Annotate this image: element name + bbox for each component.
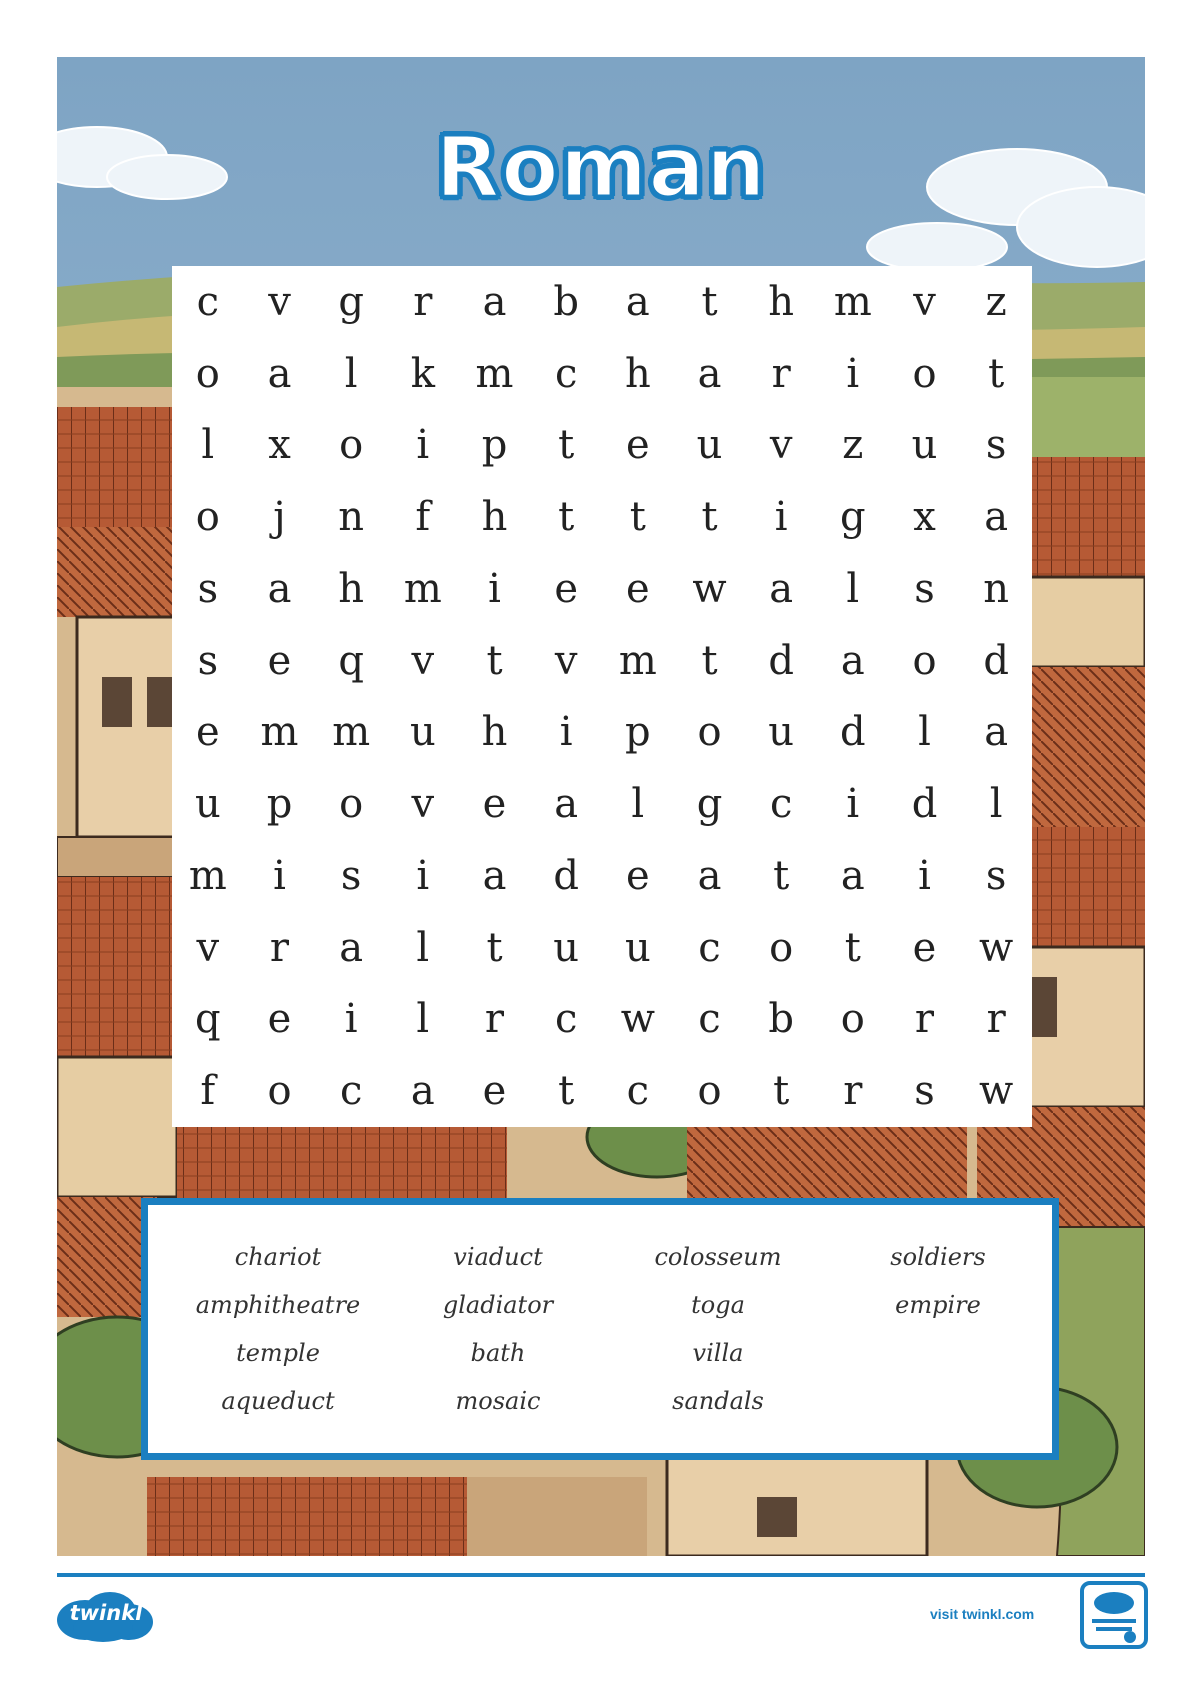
- word-list-item: colosseum: [654, 1243, 782, 1271]
- logo-text: twinkl: [69, 1601, 143, 1625]
- grid-cell[interactable]: v: [769, 422, 793, 469]
- grid-cell[interactable]: r: [914, 996, 935, 1043]
- grid-cell[interactable]: s: [340, 852, 362, 899]
- grid-cell[interactable]: c: [769, 781, 793, 828]
- grid-cell[interactable]: t: [773, 1068, 790, 1115]
- word-list-item: temple: [236, 1339, 320, 1367]
- word-list-item: aqueduct: [221, 1387, 335, 1415]
- word-list-item: mosaic: [455, 1387, 541, 1415]
- grid-cell[interactable]: o: [769, 924, 794, 971]
- grid-cell[interactable]: o: [912, 350, 937, 397]
- word-list-box: [141, 1198, 1059, 1460]
- grid-cell[interactable]: a: [482, 852, 507, 899]
- grid-cell[interactable]: c: [554, 350, 578, 397]
- grid-cell[interactable]: p: [481, 422, 508, 469]
- grid-cell[interactable]: s: [197, 565, 219, 612]
- grid-cell[interactable]: r: [269, 924, 290, 971]
- grid-cell[interactable]: a: [697, 852, 722, 899]
- grid-cell[interactable]: v: [554, 637, 578, 684]
- grid-cell[interactable]: r: [484, 996, 505, 1043]
- grid-cell[interactable]: h: [481, 494, 508, 541]
- grid-cell[interactable]: p: [266, 781, 293, 828]
- grid-cell[interactable]: m: [188, 852, 227, 899]
- grid-cell[interactable]: o: [267, 1068, 292, 1115]
- grid-cell[interactable]: m: [618, 637, 657, 684]
- grid-cell[interactable]: v: [411, 781, 435, 828]
- grid-cell[interactable]: a: [984, 709, 1009, 756]
- grid-cell[interactable]: w: [620, 996, 655, 1043]
- word-list-item: gladiator: [442, 1291, 554, 1319]
- word-list-item: chariot: [234, 1243, 322, 1271]
- grid-cell[interactable]: i: [774, 494, 788, 541]
- grid-cell[interactable]: u: [553, 924, 580, 971]
- grid-cell[interactable]: l: [416, 996, 430, 1043]
- grid-cell[interactable]: p: [625, 709, 651, 756]
- grid-cell[interactable]: t: [486, 637, 503, 684]
- grid-cell[interactable]: i: [273, 852, 286, 899]
- grid-cell[interactable]: u: [409, 709, 436, 756]
- grid-cell[interactable]: i: [559, 709, 573, 756]
- grid-cell[interactable]: v: [411, 637, 435, 684]
- grid-cell[interactable]: t: [558, 494, 575, 541]
- grid-cell[interactable]: u: [194, 781, 221, 828]
- grid-cell[interactable]: n: [983, 565, 1010, 612]
- grid-cell[interactable]: i: [416, 422, 430, 469]
- grid-cell[interactable]: i: [846, 350, 860, 397]
- word-list-item: viaduct: [453, 1243, 543, 1271]
- grid-cell[interactable]: a: [840, 637, 865, 684]
- grid-cell[interactable]: o: [339, 422, 364, 469]
- letter-grid: [172, 266, 1032, 1127]
- grid-cell[interactable]: e: [912, 924, 937, 971]
- grid-cell[interactable]: h: [768, 278, 795, 325]
- grid-cell[interactable]: m: [475, 350, 514, 397]
- grid-cell[interactable]: i: [918, 852, 931, 899]
- grid-cell[interactable]: o: [840, 996, 865, 1043]
- grid-cell[interactable]: o: [339, 781, 364, 828]
- grid-cell[interactable]: l: [344, 350, 358, 397]
- word-list-item: [828, 1385, 1048, 1417]
- grid-cell[interactable]: i: [488, 565, 501, 612]
- grid-cell[interactable]: i: [344, 996, 358, 1043]
- grid-cell[interactable]: e: [625, 565, 650, 612]
- grid-cell[interactable]: w: [692, 565, 727, 612]
- grid-cell[interactable]: f: [200, 1068, 216, 1115]
- grid-cell[interactable]: u: [911, 422, 938, 469]
- grid-cell[interactable]: x: [268, 422, 291, 469]
- grid-cell[interactable]: u: [696, 422, 723, 469]
- grid-cell[interactable]: d: [840, 709, 866, 756]
- grid-cell[interactable]: c: [626, 1068, 650, 1115]
- grid-cell[interactable]: v: [268, 278, 291, 325]
- grid-cell[interactable]: z: [985, 278, 1007, 325]
- grid-cell[interactable]: c: [698, 996, 721, 1043]
- grid-cell[interactable]: s: [197, 637, 219, 684]
- grid-cell[interactable]: e: [482, 1068, 507, 1115]
- grid-cell[interactable]: e: [195, 709, 220, 756]
- grid-cell[interactable]: v: [196, 924, 220, 971]
- grid-cell[interactable]: l: [416, 924, 430, 971]
- word-list-item: bath: [470, 1339, 526, 1367]
- word-search-panel: [172, 266, 1032, 1127]
- grid-cell[interactable]: g: [840, 494, 866, 541]
- grid-cell[interactable]: l: [201, 422, 215, 469]
- grid-cell[interactable]: l: [631, 781, 645, 828]
- grid-cell[interactable]: h: [624, 350, 651, 397]
- grid-cell[interactable]: a: [339, 924, 364, 971]
- grid-cell[interactable]: c: [339, 1068, 363, 1115]
- grid-cell[interactable]: t: [701, 637, 718, 684]
- grid-cell[interactable]: t: [988, 350, 1005, 397]
- grid-cell[interactable]: t: [558, 1068, 575, 1115]
- grid-cell[interactable]: q: [195, 996, 221, 1043]
- grid-cell[interactable]: b: [553, 278, 579, 325]
- word-list-item: [828, 1337, 1048, 1369]
- grid-cell[interactable]: d: [911, 781, 938, 828]
- grid-cell[interactable]: e: [267, 996, 292, 1043]
- word-list-item: toga: [691, 1291, 745, 1319]
- grid-cell[interactable]: a: [410, 1068, 435, 1115]
- grid-cell[interactable]: a: [482, 278, 507, 325]
- grid-cell[interactable]: a: [267, 565, 292, 612]
- grid-cell[interactable]: t: [701, 278, 718, 325]
- word-list-item: soldiers: [890, 1243, 986, 1271]
- grid-cell[interactable]: j: [273, 494, 286, 541]
- grid-cell[interactable]: o: [697, 709, 722, 756]
- grid-cell[interactable]: h: [481, 709, 508, 756]
- word-list-item: villa: [692, 1339, 744, 1367]
- grid-cell[interactable]: g: [338, 278, 364, 325]
- grid-cell[interactable]: v: [913, 278, 936, 325]
- grid-cell[interactable]: o: [912, 637, 937, 684]
- grid-cell[interactable]: m: [833, 278, 872, 325]
- grid-cell[interactable]: a: [769, 565, 794, 612]
- word-list-item: sandals: [672, 1387, 764, 1415]
- grid-cell[interactable]: e: [267, 637, 292, 684]
- grid-cell[interactable]: o: [195, 350, 220, 397]
- grid-cell[interactable]: x: [913, 494, 936, 541]
- grid-cell[interactable]: t: [844, 924, 861, 971]
- grid-cell[interactable]: e: [482, 781, 507, 828]
- grid-cell[interactable]: a: [697, 350, 722, 397]
- grid-cell[interactable]: r: [413, 278, 433, 325]
- grid-cell[interactable]: c: [196, 278, 220, 325]
- grid-cell[interactable]: d: [553, 852, 579, 899]
- grid-cell[interactable]: l: [989, 781, 1003, 828]
- grid-cell[interactable]: s: [914, 565, 935, 612]
- grid-cell[interactable]: l: [918, 709, 931, 756]
- footer-divider: [57, 1573, 1145, 1577]
- grid-cell[interactable]: e: [625, 852, 650, 899]
- grid-cell[interactable]: i: [846, 781, 860, 828]
- word-list-item: amphitheatre: [195, 1291, 361, 1319]
- grid-cell[interactable]: a: [984, 494, 1009, 541]
- grid-cell[interactable]: q: [338, 637, 364, 684]
- grid-cell[interactable]: c: [554, 996, 578, 1043]
- grid-cell[interactable]: e: [625, 422, 650, 469]
- grid-cell[interactable]: s: [985, 852, 1007, 899]
- grid-cell[interactable]: a: [625, 278, 650, 325]
- grid-cell[interactable]: r: [986, 996, 1006, 1043]
- grid-cell[interactable]: h: [338, 565, 365, 612]
- grid-cell[interactable]: r: [771, 350, 791, 397]
- grid-cell[interactable]: a: [840, 852, 865, 899]
- grid-cell[interactable]: w: [979, 1068, 1014, 1115]
- grid-cell[interactable]: a: [554, 781, 579, 828]
- grid-cell[interactable]: r: [843, 1068, 863, 1115]
- visit-link[interactable]: visit twinkl.com: [930, 1606, 1035, 1622]
- grid-cell[interactable]: n: [338, 494, 365, 541]
- grid-cell[interactable]: d: [983, 637, 1009, 684]
- grid-cell[interactable]: m: [403, 565, 442, 612]
- grid-cell[interactable]: i: [416, 852, 430, 899]
- word-list: [168, 1241, 1048, 1417]
- grid-cell[interactable]: m: [260, 709, 299, 756]
- grid-cell[interactable]: t: [486, 924, 503, 971]
- grid-cell[interactable]: m: [332, 709, 371, 756]
- grid-cell[interactable]: g: [696, 781, 723, 828]
- grid-cell[interactable]: w: [979, 924, 1014, 971]
- grid-cell[interactable]: k: [410, 350, 435, 397]
- grid-cell[interactable]: a: [267, 350, 292, 397]
- grid-cell[interactable]: d: [768, 637, 794, 684]
- grid-cell[interactable]: u: [768, 709, 795, 756]
- grid-cell[interactable]: o: [195, 494, 220, 541]
- page-title: Roman: [435, 118, 767, 216]
- grid-cell[interactable]: s: [985, 422, 1007, 469]
- grid-cell[interactable]: t: [629, 494, 646, 541]
- grid-cell[interactable]: t: [773, 852, 790, 899]
- grid-cell[interactable]: u: [624, 924, 651, 971]
- grid-cell[interactable]: l: [846, 565, 860, 612]
- grid-cell[interactable]: z: [842, 422, 864, 469]
- grid-cell[interactable]: o: [697, 1068, 722, 1115]
- grid-cell[interactable]: e: [554, 565, 578, 612]
- grid-cell[interactable]: s: [914, 1068, 935, 1115]
- grid-cell[interactable]: t: [701, 494, 718, 541]
- grid-cell[interactable]: t: [558, 422, 575, 469]
- word-list-item: empire: [895, 1291, 981, 1319]
- grid-cell[interactable]: b: [768, 996, 794, 1043]
- grid-cell[interactable]: f: [415, 494, 431, 541]
- quality-badge-icon: [1080, 1581, 1148, 1649]
- grid-cell[interactable]: c: [698, 924, 721, 971]
